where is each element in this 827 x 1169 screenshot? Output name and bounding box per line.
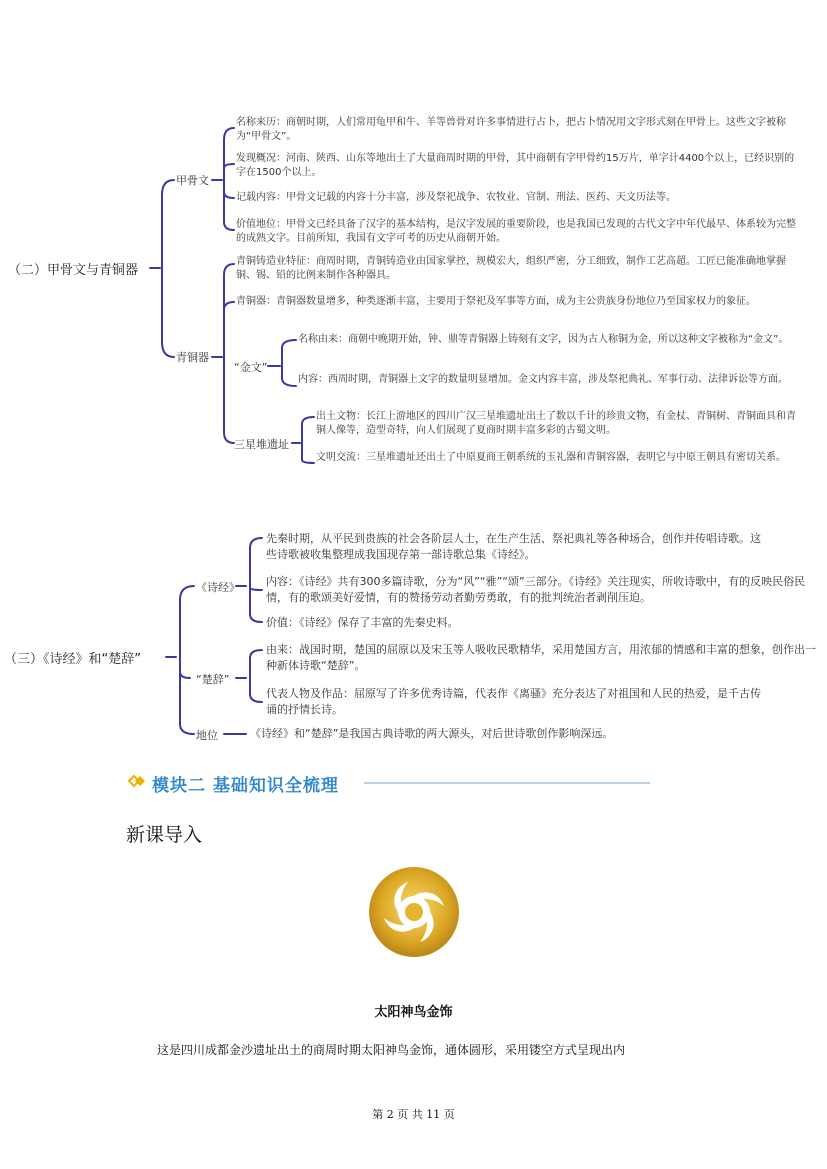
branch-qingtongqi: 青铜器 bbox=[176, 351, 209, 364]
branch-jinwen: “金文” bbox=[234, 361, 268, 374]
diwei-text: 《诗经》和“楚辞”是我国古典诗歌的两大源头，对后世诗歌创作影响深远。 bbox=[250, 727, 614, 740]
jiaguwen-item-2: 发现概况：河南、陕西、山东等地出土了大量商周时期的甲骨，其中商朝有字甲骨约15万片，单字计4400个以上，已经识别的字在1500个以上。 bbox=[236, 153, 795, 178]
mindmap1-root: （二）甲骨文与青铜器 bbox=[8, 263, 139, 278]
module-title: 模块二 基础知识全梳理 bbox=[152, 776, 339, 796]
branch-chuci: “楚辞” bbox=[196, 673, 230, 686]
qingtongqi-item-1: 青铜铸造业特征：商周时期，青铜铸造业由国家掌控，规模宏大，组织严密，分工细致，制作工艺高超。工匠已能准确地掌握铜、锡、铅的比例来制作各种器具。 bbox=[236, 256, 786, 281]
qingtongqi-item-2: 青铜器：青铜器数量增多，种类逐渐丰富，主要用于祭祀及军事等方面，成为主公贵族身份地位乃至国家权力的象征。 bbox=[236, 296, 756, 307]
sanxingdui-item-1: 出土文物：长江上游地区的四川广汉三星堆遗址出土了数以千计的珍贵文物，有金杖、青铜树、青铜面具和青铜人像等，造型奇特，向人们展现了夏商时期丰富多彩的古蜀文明。 bbox=[316, 411, 796, 436]
sanxingdui-item-2: 文明交流：三星堆遗址还出土了中原夏商王朝系统的玉礼器和青铜容器，表明它与中原王朝具有密切关系。 bbox=[316, 452, 786, 463]
jiaguwen-item-1: 名称来历：商朝时期，人们常用龟甲和牛、羊等兽骨对许多事情进行占卜，把占卜情况用文字形式刻在甲骨上。这些文字被称为“甲骨文”。 bbox=[236, 117, 786, 142]
branch-sanxingdui: 三星堆遗址 bbox=[234, 438, 289, 451]
section-heading: 新课导入 bbox=[126, 824, 203, 846]
mindmap2-root: （三）《诗经》和“楚辞” bbox=[4, 652, 141, 667]
page-footer: 第 2 页 共 11 页 bbox=[372, 1108, 455, 1121]
branch-diwei: 地位 bbox=[196, 729, 218, 742]
artifact-caption: 太阳神鸟金饰 bbox=[374, 1005, 453, 1020]
shijing-item-2: 内容：《诗经》共有300多篇诗歌，分为“风”“雅”“颂”三部分。《诗经》关注现实，所收诗歌中，有的反映民俗民情，有的歌颂美好爱情，有的赞扬劳动者勤劳勇敢，有的批判统治者剥削压迫。 bbox=[266, 575, 806, 604]
double-diamond-icon bbox=[128, 773, 144, 789]
jinwen-item-1: 名称由来：商朝中晚期开始，钟、鼎等青铜器上铸刻有文字，因为古人称铜为金，所以这种文字被称为“金文”。 bbox=[298, 334, 789, 345]
module-divider bbox=[364, 782, 650, 784]
shijing-item-1: 先秦时期，从平民到贵族的社会各阶层人士，在生产生活、祭祀典礼等各种场合，创作并传唱诗歌。这些诗歌被收集整理成我国现存第一部诗歌总集《诗经》。 bbox=[266, 532, 761, 561]
artifact-description: 这是四川成都金沙遗址出土的商周时期太阳神鸟金饰，通体圆形，采用镂空方式呈现出内 bbox=[157, 1043, 626, 1057]
jinwen-item-2: 内容：西周时期，青铜器上文字的数量明显增加。金文内容丰富，涉及祭祀典礼、军事行动、法律诉讼等方面。 bbox=[298, 374, 788, 385]
chuci-item-1: 由来：战国时期，楚国的屈原以及宋玉等人吸收民歌精华，采用楚国方言，用浓郁的情感和丰富的想象，创作出一种新体诗歌“楚辞”。 bbox=[266, 643, 816, 672]
branch-jiaguwen: 甲骨文 bbox=[176, 174, 209, 187]
jiaguwen-item-3: 记载内容：甲骨文记载的内容十分丰富，涉及祭祀战争、农牧业、官制、刑法、医药、天文历法等。 bbox=[236, 192, 676, 203]
jiaguwen-item-4: 价值地位：甲骨文已经具备了汉字的基本结构，是汉字发展的重要阶段，也是我国已发现的古代文字中年代最早、体系较为完整的成熟文字。目前所知，我国有文字可考的历史从商朝开始。 bbox=[236, 219, 796, 244]
branch-shijing: 《诗经》 bbox=[196, 581, 240, 594]
chuci-item-2: 代表人物及作品：屈原写了许多优秀诗篇，代表作《离骚》充分表达了对祖国和人民的热爱，是千古传诵的抒情长诗。 bbox=[266, 687, 761, 716]
sun-bird-gold-ornament-image bbox=[368, 866, 460, 958]
shijing-item-3: 价值：《诗经》保存了丰富的先秦史料。 bbox=[266, 616, 459, 629]
